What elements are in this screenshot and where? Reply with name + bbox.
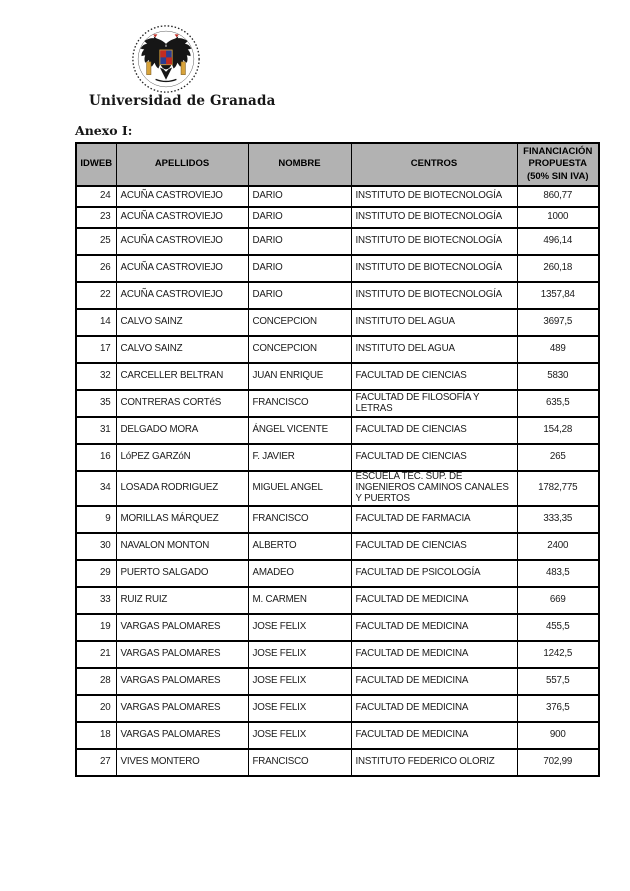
cell-centros: FACULTAD DE PSICOLOGÍA xyxy=(351,560,517,587)
cell-financiacion: 635,5 xyxy=(517,390,599,417)
cell-financiacion: 669 xyxy=(517,587,599,614)
cell-centros: INSTITUTO FEDERICO OLORIZ xyxy=(351,749,517,776)
cell-apellidos: ACUÑA CASTROVIEJO xyxy=(116,282,248,309)
table-row xyxy=(76,587,599,614)
cell-idweb: 20 xyxy=(76,695,116,722)
cell-centros: FACULTAD DE CIENCIAS xyxy=(351,417,517,444)
cell-apellidos: RUIZ RUIZ xyxy=(116,587,248,614)
header-row xyxy=(76,143,599,186)
table-row xyxy=(76,560,599,587)
cell-centros: FACULTAD DE MEDICINA xyxy=(351,695,517,722)
table-row xyxy=(76,444,599,471)
table-row xyxy=(76,390,599,417)
cell-financiacion: 154,28 xyxy=(517,417,599,444)
cell-financiacion: 5830 xyxy=(517,363,599,390)
cell-nombre: FRANCISCO xyxy=(248,506,351,533)
university-seal-icon xyxy=(128,24,204,94)
cell-apellidos: CONTRERAS CORTéS xyxy=(116,390,248,417)
cell-centros: FACULTAD DE CIENCIAS xyxy=(351,444,517,471)
cell-apellidos: VARGAS PALOMARES xyxy=(116,722,248,749)
cell-nombre: AMADEO xyxy=(248,560,351,587)
university-name: Universidad de Granada xyxy=(89,93,276,109)
cell-nombre: M. CARMEN xyxy=(248,587,351,614)
cell-idweb: 19 xyxy=(76,614,116,641)
cell-idweb: 18 xyxy=(76,722,116,749)
cell-nombre: ALBERTO xyxy=(248,533,351,560)
cell-centros: FACULTAD DE FARMACIA xyxy=(351,506,517,533)
cell-financiacion: 455,5 xyxy=(517,614,599,641)
cell-financiacion: 260,18 xyxy=(517,255,599,282)
cell-apellidos: PUERTO SALGADO xyxy=(116,560,248,587)
cell-centros: FACULTAD DE MEDICINA xyxy=(351,668,517,695)
column-header-nombre: NOMBRE xyxy=(248,143,351,186)
cell-centros: ESCUELA TEC. SUP. DE INGENIEROS CAMINOS CANALES Y PUERTOS xyxy=(351,471,517,506)
cell-centros: INSTITUTO DE BIOTECNOLOGÍA xyxy=(351,255,517,282)
column-header-idweb: IDWEB xyxy=(76,143,116,186)
cell-idweb: 35 xyxy=(76,390,116,417)
cell-idweb: 26 xyxy=(76,255,116,282)
cell-nombre: FRANCISCO xyxy=(248,390,351,417)
cell-idweb: 28 xyxy=(76,668,116,695)
cell-centros: INSTITUTO DE BIOTECNOLOGÍA xyxy=(351,186,517,207)
table-row xyxy=(76,336,599,363)
cell-nombre: F. JAVIER xyxy=(248,444,351,471)
cell-nombre: JOSE FELIX xyxy=(248,614,351,641)
cell-nombre: DARIO xyxy=(248,282,351,309)
cell-idweb: 21 xyxy=(76,641,116,668)
cell-centros: INSTITUTO DEL AGUA xyxy=(351,309,517,336)
cell-idweb: 31 xyxy=(76,417,116,444)
cell-apellidos: ACUÑA CASTROVIEJO xyxy=(116,186,248,207)
cell-apellidos: ACUÑA CASTROVIEJO xyxy=(116,255,248,282)
cell-financiacion: 900 xyxy=(517,722,599,749)
cell-centros: FACULTAD DE CIENCIAS xyxy=(351,533,517,560)
cell-idweb: 22 xyxy=(76,282,116,309)
cell-nombre: CONCEPCION xyxy=(248,336,351,363)
cell-financiacion: 1357,84 xyxy=(517,282,599,309)
cell-idweb: 32 xyxy=(76,363,116,390)
cell-nombre: DARIO xyxy=(248,228,351,255)
cell-apellidos: DELGADO MORA xyxy=(116,417,248,444)
cell-financiacion: 3697,5 xyxy=(517,309,599,336)
table-row xyxy=(76,614,599,641)
funding-table xyxy=(75,142,600,777)
cell-financiacion: 333,35 xyxy=(517,506,599,533)
cell-idweb: 27 xyxy=(76,749,116,776)
cell-nombre: MIGUEL ANGEL xyxy=(248,471,351,506)
cell-idweb: 23 xyxy=(76,207,116,228)
cell-financiacion: 557,5 xyxy=(517,668,599,695)
cell-nombre: JOSE FELIX xyxy=(248,668,351,695)
table-row xyxy=(76,695,599,722)
table-row xyxy=(76,363,599,390)
table-row xyxy=(76,207,599,228)
table-row xyxy=(76,309,599,336)
cell-financiacion: 489 xyxy=(517,336,599,363)
column-header-apellidos: APELLIDOS xyxy=(116,143,248,186)
cell-apellidos: VARGAS PALOMARES xyxy=(116,641,248,668)
cell-nombre: ÁNGEL VICENTE xyxy=(248,417,351,444)
table-row xyxy=(76,506,599,533)
cell-apellidos: ACUÑA CASTROVIEJO xyxy=(116,228,248,255)
cell-centros: FACULTAD DE CIENCIAS xyxy=(351,363,517,390)
table-row xyxy=(76,255,599,282)
cell-apellidos: CARCELLER BELTRAN xyxy=(116,363,248,390)
table-row xyxy=(76,417,599,444)
cell-nombre: JUAN ENRIQUE xyxy=(248,363,351,390)
cell-financiacion: 860,77 xyxy=(517,186,599,207)
cell-nombre: CONCEPCION xyxy=(248,309,351,336)
cell-nombre: DARIO xyxy=(248,255,351,282)
cell-financiacion: 376,5 xyxy=(517,695,599,722)
table-row xyxy=(76,471,599,506)
table-row xyxy=(76,641,599,668)
cell-apellidos: CALVO SAINZ xyxy=(116,336,248,363)
cell-financiacion: 265 xyxy=(517,444,599,471)
cell-nombre: JOSE FELIX xyxy=(248,641,351,668)
cell-apellidos: VARGAS PALOMARES xyxy=(116,668,248,695)
cell-centros: FACULTAD DE MEDICINA xyxy=(351,587,517,614)
cell-financiacion: 702,99 xyxy=(517,749,599,776)
cell-centros: INSTITUTO DE BIOTECNOLOGÍA xyxy=(351,207,517,228)
cell-idweb: 34 xyxy=(76,471,116,506)
cell-idweb: 24 xyxy=(76,186,116,207)
cell-apellidos: LOSADA RODRIGUEZ xyxy=(116,471,248,506)
cell-idweb: 25 xyxy=(76,228,116,255)
cell-apellidos: LóPEZ GARZóN xyxy=(116,444,248,471)
table-row xyxy=(76,749,599,776)
cell-apellidos: CALVO SAINZ xyxy=(116,309,248,336)
cell-centros: INSTITUTO DE BIOTECNOLOGÍA xyxy=(351,282,517,309)
table-header xyxy=(76,143,599,186)
cell-apellidos: ACUÑA CASTROVIEJO xyxy=(116,207,248,228)
cell-apellidos: VARGAS PALOMARES xyxy=(116,695,248,722)
cell-nombre: JOSE FELIX xyxy=(248,695,351,722)
cell-financiacion: 1782,775 xyxy=(517,471,599,506)
cell-nombre: JOSE FELIX xyxy=(248,722,351,749)
cell-centros: INSTITUTO DEL AGUA xyxy=(351,336,517,363)
cell-nombre: DARIO xyxy=(248,186,351,207)
table-row xyxy=(76,668,599,695)
section-title: Anexo I: xyxy=(75,123,133,138)
table-row xyxy=(76,533,599,560)
cell-idweb: 16 xyxy=(76,444,116,471)
cell-idweb: 33 xyxy=(76,587,116,614)
cell-apellidos: VIVES MONTERO xyxy=(116,749,248,776)
cell-nombre: DARIO xyxy=(248,207,351,228)
cell-idweb: 29 xyxy=(76,560,116,587)
cell-centros: FACULTAD DE MEDICINA xyxy=(351,722,517,749)
cell-idweb: 30 xyxy=(76,533,116,560)
cell-centros: FACULTAD DE FILOSOFÍA Y LETRAS xyxy=(351,390,517,417)
cell-apellidos: VARGAS PALOMARES xyxy=(116,614,248,641)
table-row xyxy=(76,722,599,749)
cell-centros: INSTITUTO DE BIOTECNOLOGÍA xyxy=(351,228,517,255)
cell-apellidos: MORILLAS MÁRQUEZ xyxy=(116,506,248,533)
table-row xyxy=(76,186,599,207)
cell-idweb: 14 xyxy=(76,309,116,336)
cell-nombre: FRANCISCO xyxy=(248,749,351,776)
column-header-centros: CENTROS xyxy=(351,143,517,186)
table-body xyxy=(76,186,599,776)
cell-idweb: 17 xyxy=(76,336,116,363)
cell-centros: FACULTAD DE MEDICINA xyxy=(351,641,517,668)
cell-apellidos: NAVALON MONTON xyxy=(116,533,248,560)
cell-financiacion: 483,5 xyxy=(517,560,599,587)
cell-financiacion: 1000 xyxy=(517,207,599,228)
cell-financiacion: 496,14 xyxy=(517,228,599,255)
cell-financiacion: 1242,5 xyxy=(517,641,599,668)
cell-financiacion: 2400 xyxy=(517,533,599,560)
cell-centros: FACULTAD DE MEDICINA xyxy=(351,614,517,641)
column-header-financiacion: FINANCIACIÓN PROPUESTA (50% SIN IVA) xyxy=(517,143,599,186)
cell-idweb: 9 xyxy=(76,506,116,533)
table-row xyxy=(76,282,599,309)
table-row xyxy=(76,228,599,255)
